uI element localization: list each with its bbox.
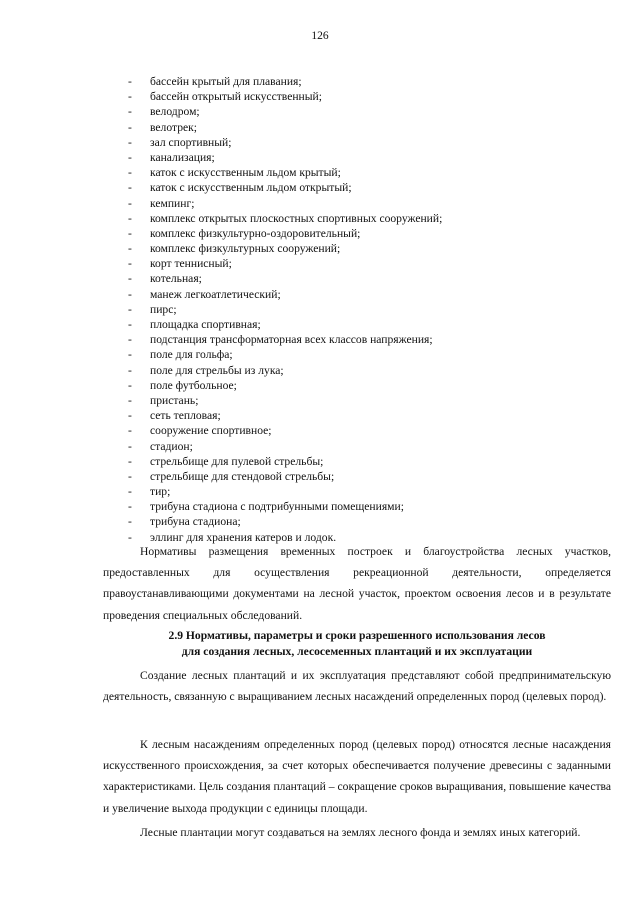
list-item-text: пирс; <box>150 302 177 316</box>
bullet-dash: - <box>128 348 132 362</box>
bullet-dash: - <box>128 469 132 483</box>
list-item-text: бассейн открытый искусственный; <box>150 90 322 104</box>
bullet-dash: - <box>128 211 132 225</box>
list-item <box>128 256 608 271</box>
list-item <box>128 89 608 104</box>
bullet-dash: - <box>128 500 132 514</box>
list-item-text: велотрек; <box>150 120 197 134</box>
list-item <box>128 347 608 362</box>
bullet-dash: - <box>128 515 132 529</box>
list-item-text: корт теннисный; <box>150 257 232 271</box>
bullet-dash: - <box>128 424 132 438</box>
list-item <box>128 287 608 302</box>
bullet-dash: - <box>128 272 132 286</box>
bullet-dash: - <box>128 226 132 240</box>
list-item-text: комплекс физкультурно-оздоровительный; <box>150 226 361 240</box>
bullet-dash: - <box>128 105 132 119</box>
list-item <box>128 454 608 469</box>
list-item <box>128 332 608 347</box>
paragraph-target-species: К лесным насаждениям определенных пород (целевых пород) относятся лесные насаждения искусственного происхождения, за счет которых обеспечивается получение древесины с заданными характеристиками. Цель создания плантаций – сокращение сроков выращивания, повышение качества и увеличение выхода продукции с единицы площади. <box>103 738 611 815</box>
list-item-text: стрельбище для пулевой стрельбы; <box>150 454 324 468</box>
list-item <box>128 363 608 378</box>
list-item-text: тир; <box>150 485 171 499</box>
section-heading <box>103 628 611 659</box>
list-item <box>128 150 608 165</box>
bullet-dash: - <box>128 181 132 195</box>
list-item-text: каток с искусственным льдом крытый; <box>150 166 341 180</box>
list-item <box>128 484 608 499</box>
list-item <box>128 226 608 241</box>
list-item <box>128 241 608 256</box>
list-item-text: стрельбище для стендовой стрельбы; <box>150 469 335 483</box>
list-item-text: эллинг для хранения катеров и лодок. <box>150 530 337 544</box>
bullet-dash: - <box>128 485 132 499</box>
facility-list <box>128 74 608 545</box>
list-item-text: манеж легкоатлетический; <box>150 287 281 301</box>
list-item-text: поле для гольфа; <box>150 348 233 362</box>
bullet-dash: - <box>128 378 132 392</box>
list-item <box>128 211 608 226</box>
list-item <box>128 74 608 89</box>
bullet-dash: - <box>128 242 132 256</box>
bullet-dash: - <box>128 120 132 134</box>
bullet-dash: - <box>128 393 132 407</box>
list-item <box>128 302 608 317</box>
paragraph-plantation-lands: Лесные плантации могут создаваться на землях лесного фонда и землях иных категорий. <box>140 826 581 839</box>
list-item-text: поле футбольное; <box>150 378 237 392</box>
list-item-text: комплекс открытых плоскостных спортивных сооружений; <box>150 211 443 225</box>
list-item <box>128 196 608 211</box>
list-item-text: трибуна стадиона; <box>150 515 241 529</box>
bullet-dash: - <box>128 150 132 164</box>
bullet-dash: - <box>128 530 132 544</box>
bullet-dash: - <box>128 409 132 423</box>
bullet-dash: - <box>128 318 132 331</box>
list-item-text: зал спортивный; <box>150 135 232 149</box>
section-heading-line-2: для создания лесных, лесосеменных плантаций и их эксплуатации <box>181 644 533 658</box>
bullet-dash: - <box>128 90 132 104</box>
list-item <box>128 378 608 393</box>
list-item <box>128 514 608 529</box>
list-item-text: бассейн крытый для плавания; <box>150 75 302 88</box>
page-number: 126 <box>311 30 329 42</box>
bullet-dash: - <box>128 135 132 149</box>
list-item <box>128 317 608 332</box>
list-item-text: стадион; <box>150 439 193 453</box>
list-item-text: каток с искусственным льдом открытый; <box>150 181 352 195</box>
list-item <box>128 120 608 135</box>
section-heading-line-1: 2.9 Нормативы, параметры и сроки разрешенного использования лесов <box>168 629 546 642</box>
list-item <box>128 499 608 514</box>
list-item-text: поле для стрельбы из лука; <box>150 363 284 377</box>
list-item <box>128 423 608 438</box>
list-item <box>128 271 608 286</box>
bullet-dash: - <box>128 302 132 316</box>
list-item <box>128 180 608 195</box>
list-item-text: комплекс физкультурных сооружений; <box>150 242 341 256</box>
list-item-text: сеть тепловая; <box>150 409 221 423</box>
list-item <box>128 393 608 408</box>
list-item-text: пристань; <box>150 393 199 407</box>
list-item <box>128 439 608 454</box>
bullet-dash: - <box>128 75 132 88</box>
bullet-dash: - <box>128 196 132 210</box>
bullet-dash: - <box>128 363 132 377</box>
list-item-text: сооружение спортивное; <box>150 424 272 438</box>
paragraph-plantation-creation: Создание лесных плантаций и их эксплуатация представляют собой предпринимательскую деятельность, связанную с выращиванием лесных насаждений определенных пород (целевых пород). <box>103 669 611 704</box>
list-item <box>128 104 608 119</box>
list-item <box>128 165 608 180</box>
bullet-dash: - <box>128 166 132 180</box>
list-item-text: площадка спортивная; <box>150 318 261 331</box>
bullet-dash: - <box>128 257 132 271</box>
list-item <box>128 469 608 484</box>
bullet-dash: - <box>128 333 132 347</box>
list-item-text: кемпинг; <box>150 196 195 210</box>
list-item <box>128 135 608 150</box>
list-item <box>128 408 608 423</box>
bullet-dash: - <box>128 287 132 301</box>
list-item-text: подстанция трансформаторная всех классов напряжения; <box>150 333 433 347</box>
bullet-dash: - <box>128 439 132 453</box>
list-item-text: котельная; <box>150 272 202 286</box>
list-item-text: трибуна стадиона с подтрибунными помещениями; <box>150 500 404 514</box>
bullet-dash: - <box>128 454 132 468</box>
list-item-text: канализация; <box>150 150 215 164</box>
list-item-text: велодром; <box>150 105 200 119</box>
paragraph-recreation-norms: Нормативы размещения временных построек и благоустройства лесных участков, предоставленных для осуществления рекреационной деятельности, определяется правоустанавливающими документами на лесной участок, проектом освоения лесов и в результате проведения специальных обследований. <box>103 545 611 622</box>
